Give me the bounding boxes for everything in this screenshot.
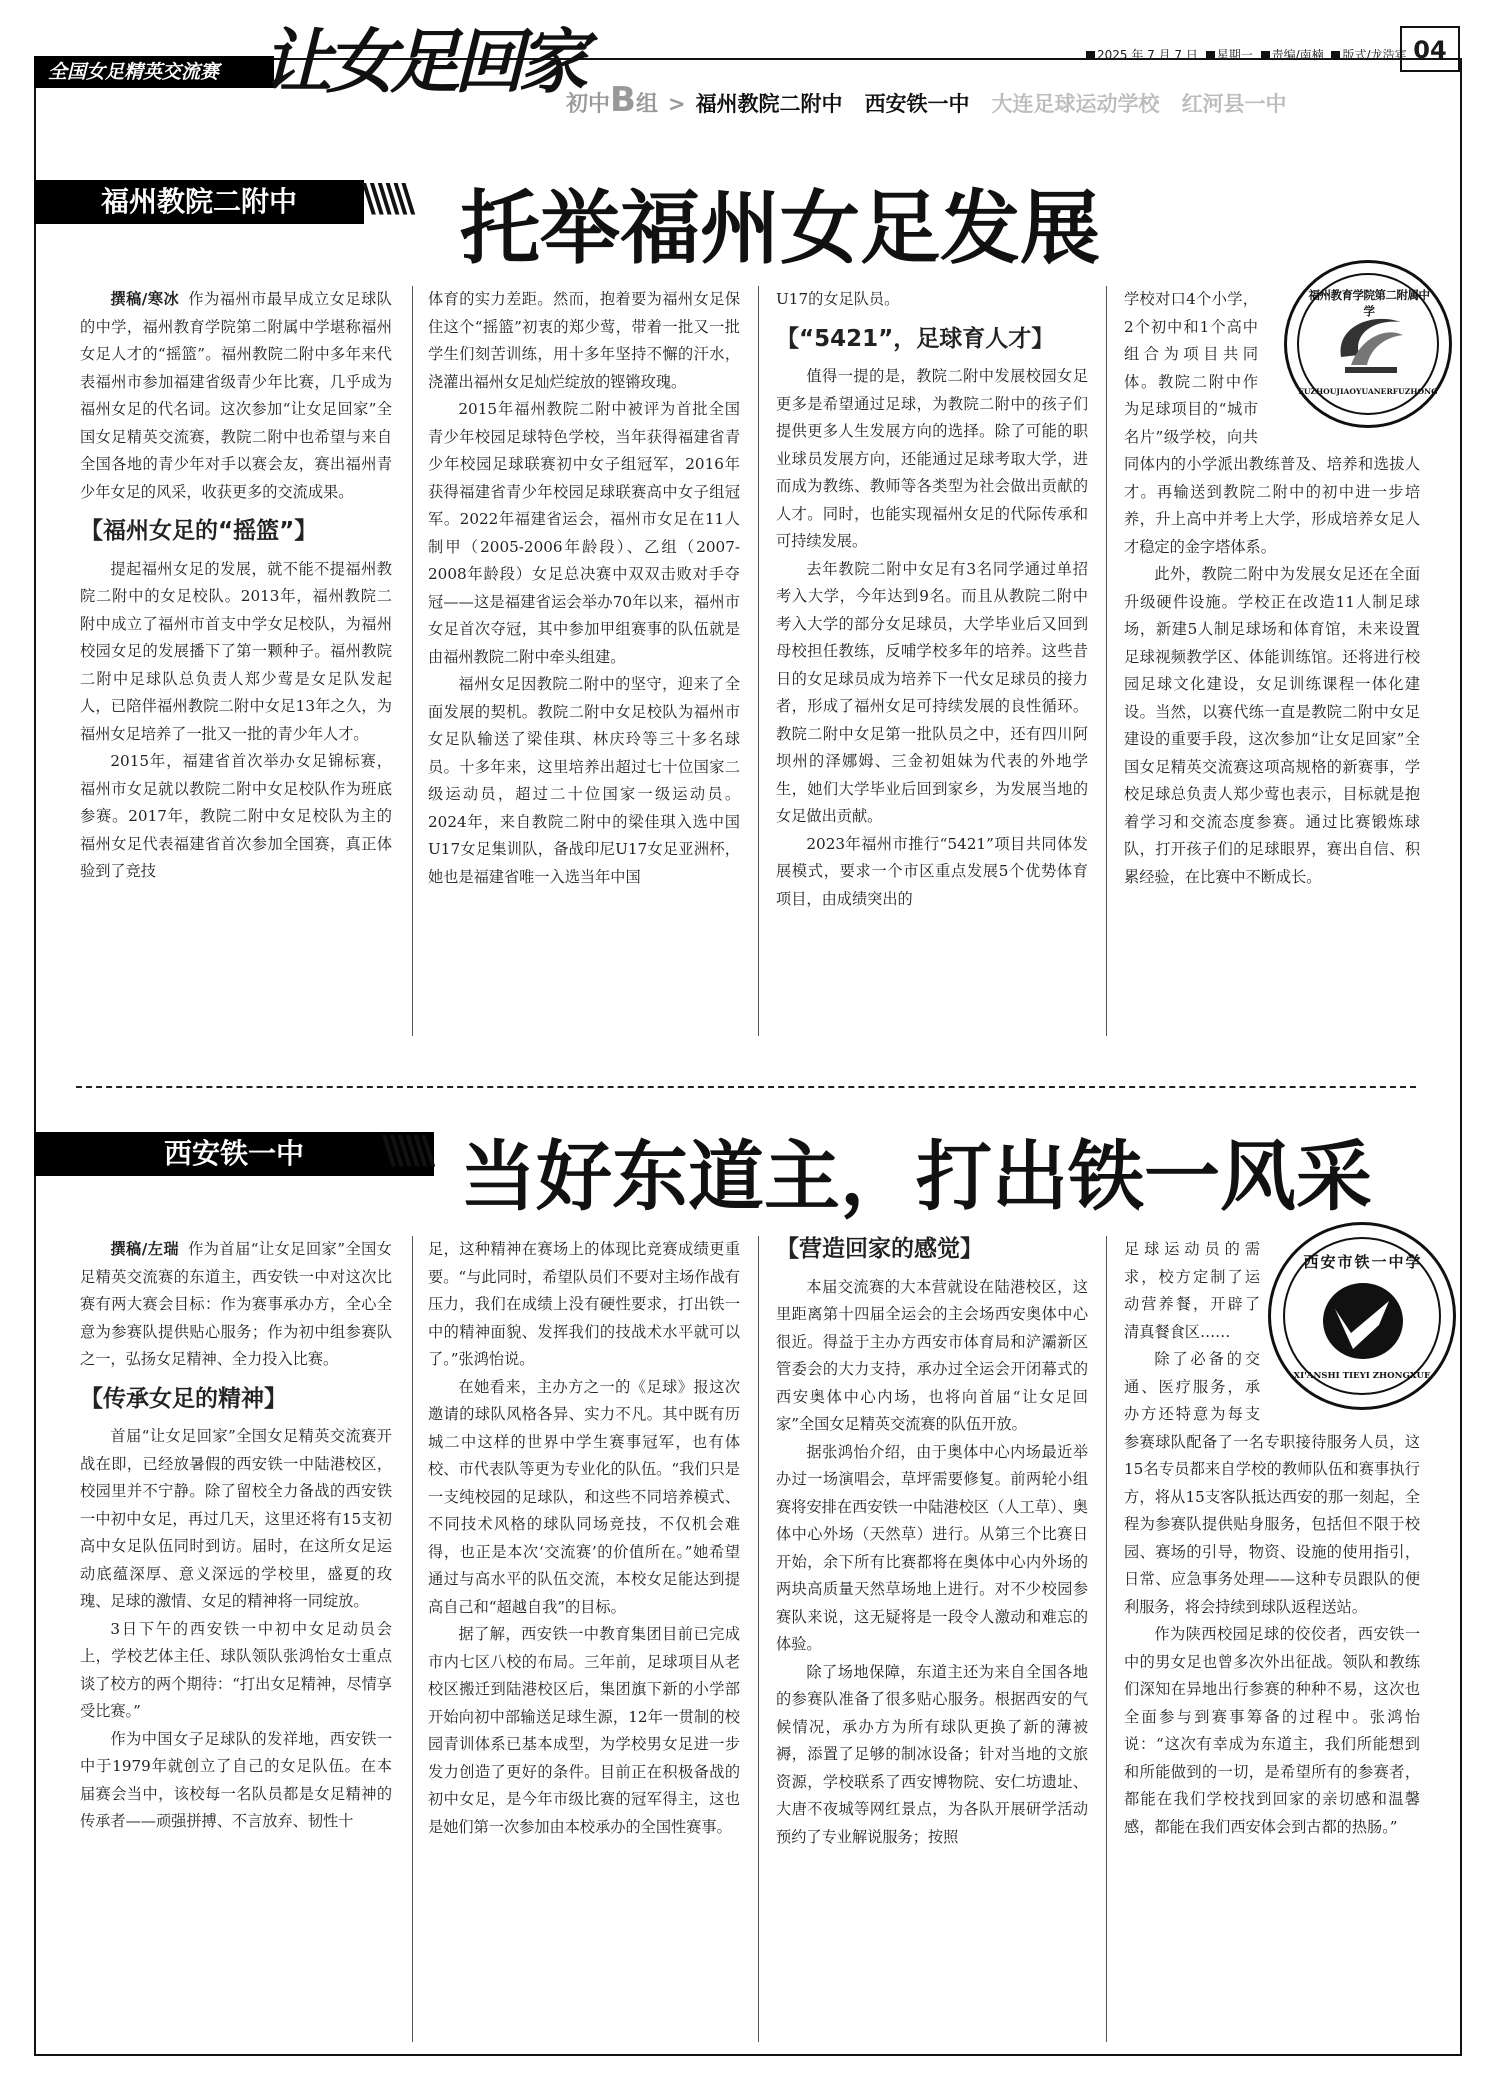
paragraph: 去年教院二附中女足有3名同学通过单招考入大学，今年达到9名。而且从教院二附中考入大学的部分女足球员，大学毕业后又回到母校担任教练，反哺学校多年的培养。这些昔日的女足球员成为培养下一代女足球员的接力者，形成了福州女足可持续发展的良性循环。教院二附中女足第一批队员之中，还有四川阿坝州的泽娜姆、三金初姐妹为代表的外地学生，她们大学毕业后回到家乡，为发展当地的女足做出贡献。 <box>776 559 1088 825</box>
nav-team-other: 大连足球运动学校 <box>991 92 1160 116</box>
column-divider <box>412 286 413 1036</box>
paragraph: 作为中国女子足球队的发祥地，西安铁一中于1979年就创立了自己的女足队伍。在本届赛会当中，该校每一名队员都是女足精神的传承者——顽强拼搏、不言放弃、韧性十 <box>80 1729 392 1830</box>
section1-column-4 <box>1124 286 1420 1038</box>
section1-column-3 <box>776 286 1088 1038</box>
paragraph: 3日下午的西安铁一中初中女足动员会上，学校艺体主任、球队领队张鸿怡女士重点谈了校方的两个期待：“打出女足精神，尽情享受比赛。” <box>80 1619 392 1720</box>
section1-column-2 <box>428 286 740 1038</box>
stripes-decoration: \\\\\\ <box>362 176 410 220</box>
paragraph: U17的女足队员。 <box>776 290 900 308</box>
paragraph: 作为陕西校园足球的佼佼者，西安铁一中的男女足也曾多次外出征战。领队和教练们深知在异地出行参赛的种种不易，这次也全面参与到赛事筹备的过程中。张鸿怡说：“这次有幸成为东道主，我们所能想到和所能做到的一切，是希望所有的参赛者，都能在我们学校找到回家的亲切感和温馨感，都能在我们西安体会到古都的热肠。” <box>1124 1625 1420 1836</box>
group-nav <box>566 80 1309 120</box>
paragraph: 2023年福州市推行“5421”项目共同体发展模式，要求一个市区重点发展5个优势体育项目，由成绩突出的 <box>776 834 1088 908</box>
paragraph: 福州女足因教院二附中的坚守，迎来了全面发展的契机。教院二附中女足校队为福州市女足队输送了梁佳琪、林庆玲等三十多名球员。十多年来，这里培养出超过七十位国家二级运动员，超过二十位国家一级运动员。2024年，来自教院二附中的梁佳琪入选中国U17女足集训队，备战印尼U17女足亚洲杯，她也是福建省唯一入选当年中国 <box>428 675 740 886</box>
paragraph: 足球运动员的需求，校方定制了运动营养餐，开辟了清真餐食区…… <box>1124 1240 1260 1341</box>
emblem-text-wrap <box>1260 1236 1420 1422</box>
emblem-bottom-text: XI'ANSHI TIEYI ZHONGXUE <box>1293 1371 1431 1381</box>
paragraph: 学校对口4个小学，2个初中和1个高中组合为项目共同体。教院二附中作为足球项目的“城市名片”级学校，向共同体内的小学派出教练普及、培养和选拔人才。再输送到教院二附中的初中进一步培养，升上高中并考上大学，形成培养女足人才稳定的金字塔体系。 <box>1124 290 1420 556</box>
paragraph: 在她看来，主办方之一的《足球》报这次邀请的球队风格各异、实力不凡。其中既有历城二中这样的世界中学生赛事冠军，也有体校、市代表队等更为专业化的队伍。“我们只是一支纯校园的足球队，和这些不同培养模式、不同技术风格的球队同场竞技，不仅机会难得，也正是本次‘交流赛’的价值所在。”她希望通过与高水平的队伍交流，本校女足能达到提高自己和“超越自我”的目标。 <box>428 1377 740 1616</box>
section2-column-3 <box>776 1236 1088 2042</box>
section1-byline: 撰稿/寒冰 <box>110 290 180 308</box>
section2-school-label: 西安铁一中 <box>34 1132 434 1176</box>
nav-team-other: 红河县一中 <box>1181 92 1287 116</box>
nav-level: 初中 <box>566 92 611 117</box>
paragraph: 值得一提的是，教院二附中发展校园女足更多是希望通过足球，为教院二附中的孩子们提供更多人生发展方向的选择。除了可能的职业球员发展方向，还能通过足球考取大学，进而成为教练、教师等各类型为社会做出贡献的人才。同时，也能实现福州女足的代际传承和可持续发展。 <box>776 367 1088 550</box>
issue-weekday: 星期一 <box>1216 48 1253 62</box>
paragraph: 此外，教院二附中为发展女足还在全面升级硬件设施。学校正在改造11人制足球场，新建5人制足球场和体育馆，未来设置足球视频教学区、体能训练馆。还将进行校园足球文化建设，女足训练课程一体化建设。当然，以赛代练一直是教院二附中女足建设的重要手段，这次参加“让女足回家”全国女足精英交流赛这项高规格的新赛事，学校足球总负责人郑少莺也表示，目标就是抱着学习和交流态度参赛。通过比赛锻炼球队，打开孩子们的足球眼界，赛出自信、积累经验，在比赛中不断成长。 <box>1124 565 1420 886</box>
paragraph: 据张鸿怡介绍，由于奥体中心内场最近举办过一场演唱会，草坪需要修复。前两轮小组赛将安排在西安铁一中陆港校区（人工草）、奥体中心外场（天然草）进行。从第三个比赛日开始，余下所有比赛都将在奥体中心内外场的两块高质量天然草场地上进行。对不少校园参赛队来说，这无疑将是一段令人激动和难忘的体验。 <box>776 1442 1088 1653</box>
column-logo: 让女足回家 <box>262 20 582 103</box>
nav-team-current: 福州教院二附中 <box>695 92 843 116</box>
column-divider <box>412 1236 413 2042</box>
section2-byline: 撰稿/左瑞 <box>110 1240 180 1258</box>
column-divider <box>1106 286 1107 1036</box>
paragraph: 2015年，福建省首次举办女足锦标赛，福州市女足就以教院二附中女足校队作为班底参赛。2017年，教院二附中女足校队为主的福州女足代表福建省首次参加全国赛，真正体验到了竞技 <box>80 752 392 880</box>
nav-group-suffix: 组 <box>635 92 658 117</box>
section2-column-1 <box>80 1236 392 2042</box>
section1-subhead-2: 【“5421”，足球育人才】 <box>776 325 1055 352</box>
section2-subhead-1: 【传承女足的精神】 <box>80 1385 287 1412</box>
nav-group-letter: B <box>610 80 636 120</box>
paragraph: 作为首届“让女足回家”全国女足精英交流赛的东道主，西安铁一中对这次比赛有两大赛会目标：作为赛事承办方，全心全意为参赛队提供贴心服务；作为初中组参赛队之一，弘扬女足精神、全力投入比赛。 <box>80 1240 392 1368</box>
emblem-bottom-text: FUZHOUJIAOYUANERFUZHONG <box>1298 387 1438 396</box>
column-divider <box>758 1236 759 2042</box>
section2-column-2 <box>428 1236 740 2042</box>
paragraph: 体育的实力差距。然而，抱着要为福州女足保住这个“摇篮”初衷的郑少莺，带着一批又一批学生们刻苦训练，用十多年坚持不懈的汗水，浇灌出福州女足灿烂绽放的铿锵玫瑰。 <box>428 290 740 391</box>
stripes-decoration: \\\\\\ <box>382 1128 430 1172</box>
paragraph: 本届交流赛的大本营就设在陆港校区，这里距离第十四届全运会的主会场西安奥体中心很近。得益于主办方西安市体育局和浐灞新区管委会的大力支持，承办过全运会开闭幕式的西安奥体中心内场，也将向首届“让女足回家”全国女足精英交流赛的队伍开放。 <box>776 1277 1088 1433</box>
section2-column-4 <box>1124 1236 1420 2042</box>
issue-meta <box>1086 46 1410 63</box>
paragraph: 除了场地保障，东道主还为来自全国各地的参赛队准备了很多贴心服务。根据西安的气候情况，承办方为所有球队更换了新的薄被褥，添置了足够的制冰设备；针对当地的文旅资源，学校联系了西安博物院、安仁坊遗址、大唐不夜城等网红景点，为各队开展研学活动预约了专业解说服务；按照 <box>776 1662 1088 1846</box>
event-name-bar: 全国女足精英交流赛 <box>34 56 274 88</box>
paragraph: 足，这种精神在赛场上的体现比竞赛成绩更重要。“与此同时，希望队员们不要对主场作战有压力，我们在成绩上没有硬性要求，打出铁一中的精神面貌、发挥我们的技战术水平就可以了。”张鸿怡说。 <box>428 1240 740 1368</box>
column-divider <box>758 286 759 1036</box>
column-divider <box>1106 1236 1107 2042</box>
page-number: 04 <box>1400 26 1460 72</box>
paragraph: 2015年福州教院二附中被评为首批全国青少年校园足球特色学校，当年获得福建省青少年校园足球联赛初中女子组冠军，2016年获得福建省青少年校园足球联赛高中女子组冠军。2022年福建省运会，福州市女足在11人制甲（2005-2006年龄段）、乙组（2007-2008年龄段）女足总决赛中双双击败对手夺冠——这是福建省运会举办70年以来，福州市女足首次夺冠，其中参加甲组赛事的队伍就是由福州教院二附中牵头组建。 <box>428 400 740 666</box>
section2-subhead-2: 【营造回家的感觉】 <box>776 1236 983 1262</box>
emblem-text-wrap <box>1258 286 1420 436</box>
paragraph: 首届“让女足回家”全国女足精英交流赛开战在即，已经放暑假的西安铁一中陆港校区，校园里并不宁静。除了留校全力备战的西安铁一中初中女足，再过几天，这里还将有15支初高中女足队伍同时到访。届时，在这所女足运动底蕴深厚、意义深远的学校里，盛夏的玫瑰、足球的激情、女足的精神将一同绽放。 <box>80 1427 392 1610</box>
chevron-right-icon: > <box>667 92 686 116</box>
section1-column-1 <box>80 286 392 1038</box>
section1-school-label: 福州教院二附中 <box>34 180 364 224</box>
nav-team-current: 西安铁一中 <box>864 92 970 116</box>
section2-headline: 当好东道主，打出铁一风采 <box>460 1132 1372 1221</box>
paragraph: 据了解，西安铁一中教育集团目前已完成市内七区八校的布局。三年前，足球项目从老校区搬迁到陆港校区后，集团旗下新的小学部开始向初中部输送足球生源，12年一贯制的校园青训体系已基本成型，为学校男女足进一步发力创造了更好的条件。目前正在积极备战的初中女足，是今年市级比赛的冠军得主，这也是她们第一次参加由本校承办的全国性赛事。 <box>428 1625 740 1836</box>
issue-date: 2025 年 7 月 7 日 <box>1097 48 1198 62</box>
section-separator <box>76 1086 1416 1088</box>
section1-subhead-1: 【福州女足的“摇篮”】 <box>80 518 318 544</box>
section1-headline: 托举福州女足发展 <box>460 181 1100 275</box>
paragraph: 提起福州女足的发展，就不能不提福州教院二附中的女足校队。2013年，福州教院二附中成立了福州市首支中学女足校队，为福州校园女足的发展播下了第一颗种子。福州教院二附中足球队总负责人郑少莺是女足队发起人，已陪伴福州教院二附中女足13年之久，为福州女足培养了一批又一批的青少年人才。 <box>80 559 392 743</box>
emblem-top-text: 西安市铁一中学 <box>1303 1253 1423 1271</box>
issue-editor: 责编/南楠 <box>1271 48 1324 62</box>
issue-designer: 版式/龙浩宾 <box>1342 48 1407 62</box>
emblem-top-text: 福州教育学院第二附属中学 <box>1308 288 1430 318</box>
paragraph: 作为福州市最早成立女足球队的中学，福州教育学院第二附属中学堪称福州女足人才的“摇篮”。福州教院二附中多年来代表福州市参加福建省级青少年比赛，几乎成为福州女足的代名词。这次参加“让女足回家”全国女足精英交流赛，教院二附中也希望与来自全国各地的青少年对手以赛会友，赛出福州青少年女足的风采，收获更多的交流成果。 <box>80 290 392 501</box>
paragraph: 除了必备的交通、医疗服务，承办方还特意为每支参赛球队配备了一名专职接待服务人员，这15名专员都来自学校的教师队伍和赛事执行方，将从15支客队抵达西安的那一刻起，全程为参赛队提供贴身服务，包括但不限于校园、赛场的引导，物资、设施的使用指引，日常、应急事务处理——这种专员跟队的便利服务，将会持续到球队返程送站。 <box>1124 1350 1420 1616</box>
